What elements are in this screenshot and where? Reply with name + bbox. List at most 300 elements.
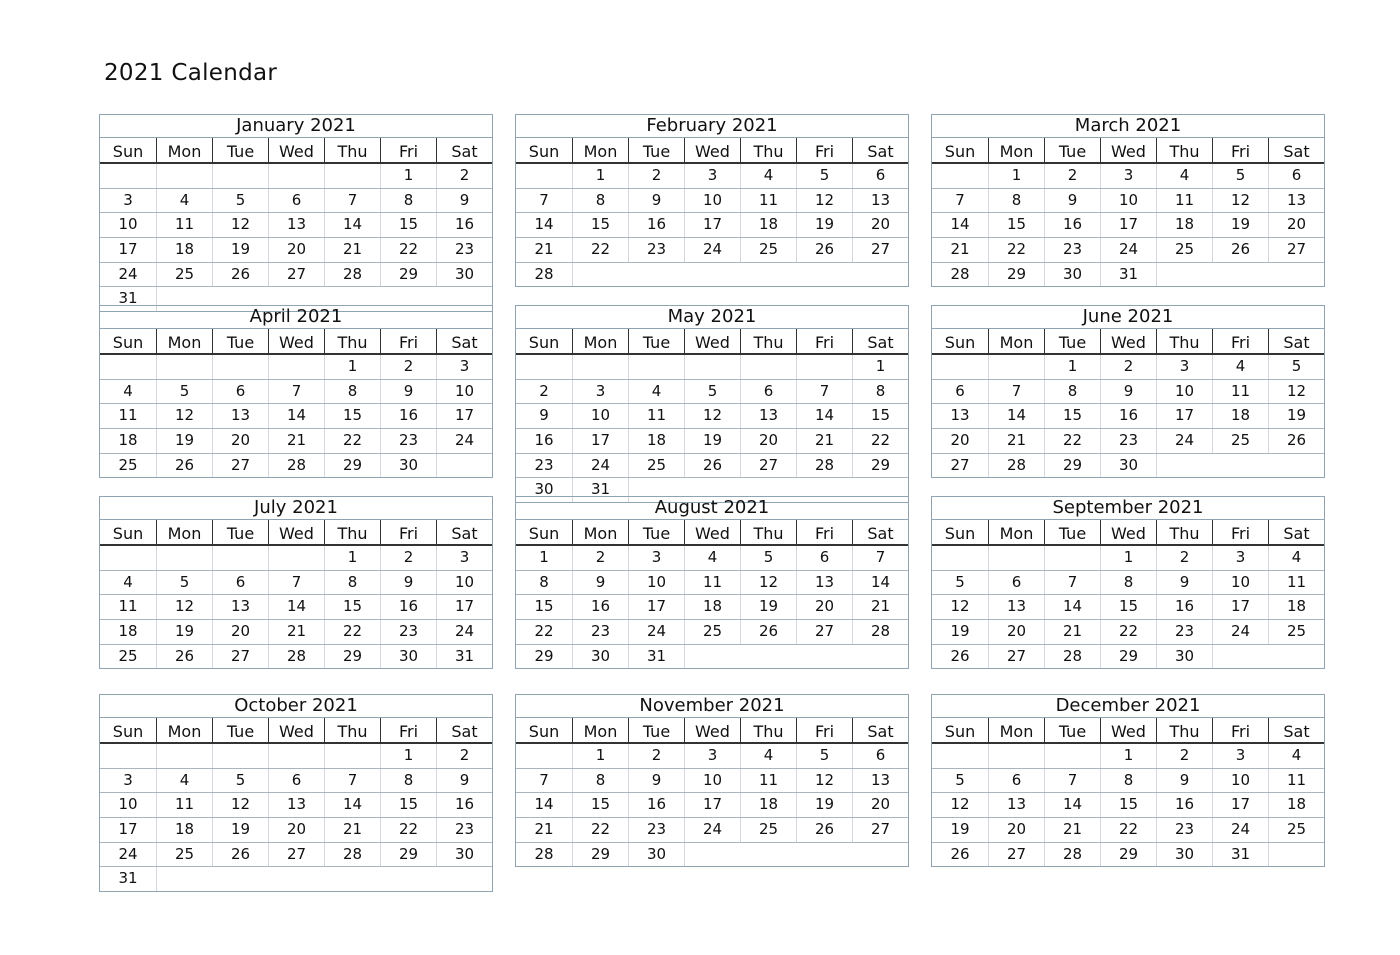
day-cell: 22	[1044, 429, 1100, 453]
weekday-label: Wed	[268, 329, 324, 357]
day-cell: 21	[534, 820, 554, 839]
empty-day-cell	[268, 867, 324, 891]
day-cell: 4	[123, 572, 133, 591]
week-row	[100, 213, 492, 238]
empty-day-cell	[324, 867, 380, 891]
day-cell: 3	[123, 190, 133, 209]
day-cell: 19	[1212, 213, 1268, 237]
empty-day-cell	[572, 355, 628, 379]
weekday-label: Tue	[628, 718, 684, 746]
empty-day-cell	[100, 355, 156, 379]
week-row	[932, 454, 1324, 478]
empty-day-cell	[324, 164, 380, 188]
weekday-label: Thu	[1156, 520, 1212, 548]
day-cell: 14	[852, 571, 908, 595]
day-cell: 16	[628, 213, 684, 237]
empty-day-cell	[212, 867, 268, 891]
weekday-label: Mon	[988, 329, 1044, 357]
empty-day-cell	[932, 546, 988, 570]
week-row	[932, 645, 1324, 669]
day-cell: 27	[740, 454, 796, 478]
weekday-label: Sun	[112, 333, 144, 352]
day-cell: 18	[1268, 595, 1324, 619]
day-cell: 26	[1268, 429, 1324, 453]
week-row	[100, 404, 492, 429]
week-row	[100, 769, 492, 794]
day-cell: 12	[796, 769, 852, 793]
empty-day-cell	[436, 867, 492, 891]
day-cell: 31	[572, 478, 628, 502]
day-cell: 1	[1044, 355, 1100, 379]
day-cell: 2	[572, 546, 628, 570]
day-cell: 9	[539, 406, 549, 425]
week-row	[100, 744, 492, 769]
day-cell: 16	[1156, 595, 1212, 619]
empty-day-cell	[1044, 546, 1100, 570]
week-row	[100, 867, 492, 891]
empty-day-cell	[324, 744, 380, 768]
weekday-label: Sun	[528, 524, 560, 543]
day-cell: 7	[324, 769, 380, 793]
day-cell: 30	[572, 645, 628, 669]
week-row	[932, 620, 1324, 645]
day-cell: 15	[324, 404, 380, 428]
month-calendar	[515, 305, 909, 503]
day-cell: 5	[955, 572, 965, 591]
empty-day-cell	[100, 164, 156, 188]
week-row	[100, 189, 492, 214]
day-cell: 9	[572, 571, 628, 595]
day-cell: 9	[1100, 380, 1156, 404]
day-cell: 29	[1100, 843, 1156, 867]
day-cell: 16	[436, 793, 492, 817]
day-cell: 5	[796, 164, 852, 188]
week-row	[100, 429, 492, 454]
week-row	[932, 238, 1324, 263]
day-cell: 3	[1212, 546, 1268, 570]
month-title: March 2021	[932, 115, 1324, 138]
week-row	[516, 189, 908, 214]
day-cell: 22	[534, 622, 554, 641]
day-cell: 25	[1268, 818, 1324, 842]
weekday-label: Sat	[1268, 329, 1324, 357]
day-cell: 14	[796, 404, 852, 428]
day-cell: 22	[572, 238, 628, 262]
day-cell: 5	[955, 770, 965, 789]
week-row	[516, 404, 908, 429]
day-cell: 3	[1100, 164, 1156, 188]
day-cell: 19	[740, 595, 796, 619]
week-row	[932, 793, 1324, 818]
day-cell: 6	[740, 380, 796, 404]
day-cell: 29	[324, 645, 380, 669]
day-cell: 17	[1156, 404, 1212, 428]
week-row	[100, 571, 492, 596]
weekday-label: Sat	[852, 329, 908, 357]
day-cell: 12	[950, 597, 970, 616]
day-cell: 18	[684, 595, 740, 619]
day-cell: 1	[380, 164, 436, 188]
empty-day-cell	[212, 164, 268, 188]
weekday-label: Mon	[156, 520, 212, 548]
empty-day-cell	[1044, 744, 1100, 768]
day-cell: 25	[156, 263, 212, 287]
day-cell: 23	[628, 818, 684, 842]
day-cell: 27	[852, 818, 908, 842]
day-cell: 3	[572, 380, 628, 404]
day-cell: 29	[1100, 645, 1156, 669]
day-cell: 3	[436, 546, 492, 570]
day-cell: 19	[950, 622, 970, 641]
day-cell: 21	[324, 238, 380, 262]
day-cell: 8	[380, 189, 436, 213]
day-cell: 31	[118, 869, 138, 888]
day-cell: 18	[156, 818, 212, 842]
day-cell: 15	[988, 213, 1044, 237]
day-cell: 8	[1100, 571, 1156, 595]
weekday-label: Sun	[528, 722, 560, 741]
day-cell: 12	[212, 213, 268, 237]
day-cell: 14	[268, 404, 324, 428]
week-row	[516, 645, 908, 669]
empty-day-cell	[1268, 454, 1324, 478]
empty-day-cell	[932, 355, 988, 379]
day-cell: 6	[268, 769, 324, 793]
day-cell: 11	[684, 571, 740, 595]
day-cell: 31	[436, 645, 492, 669]
day-cell: 29	[1044, 454, 1100, 478]
weekday-label: Mon	[572, 520, 628, 548]
month-title: January 2021	[100, 115, 492, 138]
day-cell: 26	[156, 645, 212, 669]
day-cell: 14	[950, 215, 970, 234]
weekday-label: Tue	[1044, 520, 1100, 548]
day-cell: 17	[1100, 213, 1156, 237]
day-cell: 8	[324, 380, 380, 404]
day-cell: 16	[628, 793, 684, 817]
day-cell: 27	[796, 620, 852, 644]
day-cell: 1	[852, 355, 908, 379]
day-cell: 9	[380, 380, 436, 404]
day-cell: 4	[1212, 355, 1268, 379]
day-cell: 16	[380, 404, 436, 428]
day-cell: 20	[212, 620, 268, 644]
weekday-label: Sat	[1268, 718, 1324, 746]
weekday-label: Wed	[268, 138, 324, 166]
day-cell: 27	[988, 843, 1044, 867]
day-cell: 26	[212, 843, 268, 867]
day-cell: 24	[1212, 818, 1268, 842]
week-row	[516, 454, 908, 479]
weekday-label: Thu	[1156, 138, 1212, 166]
empty-day-cell	[268, 744, 324, 768]
weekday-label: Fri	[1212, 329, 1268, 357]
day-cell: 14	[534, 215, 554, 234]
weekday-label: Tue	[212, 138, 268, 166]
empty-day-cell	[516, 164, 572, 188]
weekday-label: Mon	[156, 718, 212, 746]
weekday-label: Mon	[988, 520, 1044, 548]
empty-day-cell	[212, 355, 268, 379]
day-cell: 26	[212, 263, 268, 287]
day-cell: 7	[1044, 769, 1100, 793]
day-cell: 6	[212, 571, 268, 595]
empty-day-cell	[100, 546, 156, 570]
day-cell: 25	[156, 843, 212, 867]
weekday-header	[100, 329, 492, 355]
day-cell: 13	[950, 406, 970, 425]
day-cell: 12	[684, 404, 740, 428]
day-cell: 10	[572, 404, 628, 428]
day-cell: 5	[684, 380, 740, 404]
week-row	[516, 546, 908, 571]
day-cell: 8	[1100, 769, 1156, 793]
week-row	[100, 595, 492, 620]
week-row	[516, 355, 908, 380]
weekday-header	[100, 520, 492, 546]
day-cell: 10	[436, 380, 492, 404]
page-title: 2021 Calendar	[104, 60, 278, 86]
day-cell: 24	[572, 454, 628, 478]
empty-day-cell	[740, 843, 796, 867]
empty-day-cell	[380, 867, 436, 891]
week-row	[516, 380, 908, 405]
weekday-label: Sat	[436, 520, 492, 548]
week-row	[932, 769, 1324, 794]
day-cell: 25	[1212, 429, 1268, 453]
day-cell: 20	[796, 595, 852, 619]
day-cell: 5	[156, 571, 212, 595]
day-cell: 6	[268, 189, 324, 213]
day-cell: 2	[1100, 355, 1156, 379]
week-row	[100, 164, 492, 189]
day-cell: 22	[380, 238, 436, 262]
weekday-label: Thu	[324, 329, 380, 357]
day-cell: 25	[118, 455, 138, 474]
week-row	[100, 818, 492, 843]
day-cell: 5	[740, 546, 796, 570]
day-cell: 21	[796, 429, 852, 453]
day-cell: 17	[572, 429, 628, 453]
weekday-label: Wed	[268, 520, 324, 548]
empty-day-cell	[156, 867, 212, 891]
day-cell: 22	[572, 818, 628, 842]
day-cell: 5	[796, 744, 852, 768]
day-cell: 24	[436, 620, 492, 644]
weekday-label: Sun	[944, 333, 976, 352]
day-cell: 4	[123, 381, 133, 400]
weekday-header	[100, 138, 492, 164]
day-cell: 30	[628, 843, 684, 867]
day-cell: 30	[1156, 843, 1212, 867]
day-cell: 12	[212, 793, 268, 817]
day-cell: 30	[380, 454, 436, 478]
weekday-header	[932, 718, 1324, 744]
empty-day-cell	[1268, 645, 1324, 669]
day-cell: 1	[988, 164, 1044, 188]
day-cell: 27	[950, 455, 970, 474]
day-cell: 8	[852, 380, 908, 404]
weekday-header	[100, 718, 492, 744]
day-cell: 5	[156, 380, 212, 404]
day-cell: 25	[684, 620, 740, 644]
day-cell: 22	[1100, 620, 1156, 644]
empty-day-cell	[212, 744, 268, 768]
week-row	[516, 238, 908, 263]
day-cell: 6	[988, 769, 1044, 793]
day-cell: 4	[740, 164, 796, 188]
day-cell: 19	[684, 429, 740, 453]
day-cell: 7	[268, 571, 324, 595]
weekday-label: Sat	[436, 718, 492, 746]
weekday-label: Mon	[988, 718, 1044, 746]
day-cell: 19	[156, 620, 212, 644]
day-cell: 25	[740, 818, 796, 842]
weekday-label: Sat	[436, 138, 492, 166]
empty-day-cell	[932, 164, 988, 188]
day-cell: 7	[539, 190, 549, 209]
day-cell: 21	[1044, 818, 1100, 842]
weekday-header	[516, 718, 908, 744]
day-cell: 28	[268, 645, 324, 669]
empty-day-cell	[796, 355, 852, 379]
day-cell: 21	[852, 595, 908, 619]
day-cell: 15	[534, 597, 554, 616]
day-cell: 18	[1212, 404, 1268, 428]
day-cell: 19	[212, 238, 268, 262]
day-cell: 12	[1268, 380, 1324, 404]
day-cell: 22	[324, 429, 380, 453]
week-row	[932, 571, 1324, 596]
weekday-label: Tue	[212, 329, 268, 357]
month-calendar	[99, 694, 493, 892]
day-cell: 21	[268, 429, 324, 453]
weekday-label: Tue	[1044, 718, 1100, 746]
weekday-label: Fri	[380, 718, 436, 746]
day-cell: 11	[628, 404, 684, 428]
day-cell: 20	[852, 793, 908, 817]
day-cell: 24	[1212, 620, 1268, 644]
weekday-label: Thu	[1156, 329, 1212, 357]
day-cell: 20	[1268, 213, 1324, 237]
weekday-header	[932, 138, 1324, 164]
day-cell: 14	[1044, 793, 1100, 817]
day-cell: 6	[212, 380, 268, 404]
day-cell: 11	[1156, 189, 1212, 213]
day-cell: 13	[988, 793, 1044, 817]
day-cell: 8	[539, 572, 549, 591]
day-cell: 21	[950, 240, 970, 259]
day-cell: 17	[436, 595, 492, 619]
month-title: June 2021	[932, 306, 1324, 329]
day-cell: 28	[988, 454, 1044, 478]
week-row	[516, 769, 908, 794]
day-cell: 13	[1268, 189, 1324, 213]
month-calendar	[931, 694, 1325, 867]
empty-day-cell	[740, 355, 796, 379]
day-cell: 21	[534, 240, 554, 259]
day-cell: 11	[156, 213, 212, 237]
day-cell: 12	[796, 189, 852, 213]
day-cell: 8	[380, 769, 436, 793]
day-cell: 23	[436, 238, 492, 262]
day-cell: 1	[572, 744, 628, 768]
day-cell: 23	[628, 238, 684, 262]
empty-day-cell	[156, 744, 212, 768]
empty-day-cell	[796, 645, 852, 669]
day-cell: 5	[1268, 355, 1324, 379]
day-cell: 30	[1044, 263, 1100, 287]
day-cell: 8	[324, 571, 380, 595]
day-cell: 2	[539, 381, 549, 400]
day-cell: 2	[628, 744, 684, 768]
day-cell: 10	[1100, 189, 1156, 213]
day-cell: 13	[212, 595, 268, 619]
day-cell: 16	[1156, 793, 1212, 817]
empty-day-cell	[1212, 454, 1268, 478]
day-cell: 22	[324, 620, 380, 644]
weekday-label: Wed	[684, 138, 740, 166]
day-cell: 10	[684, 769, 740, 793]
day-cell: 30	[1156, 645, 1212, 669]
day-cell: 2	[628, 164, 684, 188]
day-cell: 11	[1268, 571, 1324, 595]
weekday-header	[932, 329, 1324, 355]
day-cell: 31	[628, 645, 684, 669]
day-cell: 9	[436, 769, 492, 793]
day-cell: 12	[740, 571, 796, 595]
empty-day-cell	[988, 546, 1044, 570]
day-cell: 7	[324, 189, 380, 213]
day-cell: 12	[1212, 189, 1268, 213]
week-row	[516, 595, 908, 620]
weekday-label: Mon	[572, 138, 628, 166]
empty-day-cell	[268, 164, 324, 188]
weekday-label: Tue	[212, 718, 268, 746]
day-cell: 12	[950, 795, 970, 814]
day-cell: 1	[1100, 744, 1156, 768]
day-cell: 28	[324, 263, 380, 287]
day-cell: 6	[955, 381, 965, 400]
day-cell: 25	[1156, 238, 1212, 262]
empty-day-cell	[436, 454, 492, 478]
weekday-label: Sat	[1268, 520, 1324, 548]
day-cell: 13	[852, 769, 908, 793]
day-cell: 30	[1100, 454, 1156, 478]
month-calendar	[931, 496, 1325, 669]
month-title: July 2021	[100, 497, 492, 520]
week-row	[100, 380, 492, 405]
empty-day-cell	[684, 355, 740, 379]
day-cell: 26	[156, 454, 212, 478]
weekday-label: Mon	[572, 718, 628, 746]
day-cell: 27	[212, 454, 268, 478]
day-cell: 27	[988, 645, 1044, 669]
month-calendar	[515, 114, 909, 287]
day-cell: 6	[796, 546, 852, 570]
day-cell: 20	[988, 818, 1044, 842]
weekday-label: Tue	[628, 138, 684, 166]
day-cell: 29	[572, 843, 628, 867]
day-cell: 9	[1156, 769, 1212, 793]
empty-day-cell	[628, 355, 684, 379]
day-cell: 30	[380, 645, 436, 669]
weekday-label: Wed	[684, 520, 740, 548]
weekday-label: Fri	[796, 718, 852, 746]
day-cell: 5	[212, 769, 268, 793]
day-cell: 26	[796, 818, 852, 842]
empty-day-cell	[796, 263, 852, 287]
